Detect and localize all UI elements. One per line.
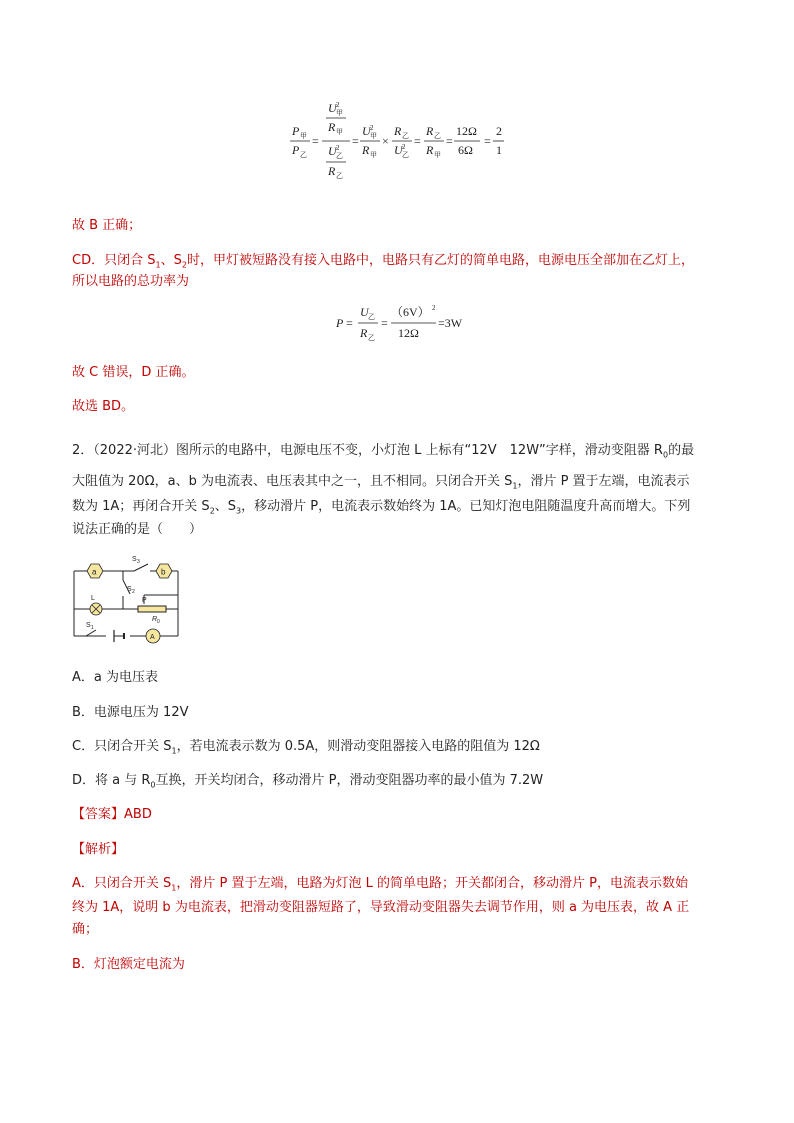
svg-text:=: = <box>446 134 453 148</box>
svg-text:2: 2 <box>496 124 502 138</box>
svg-text:P: P <box>292 124 300 138</box>
answer-label: 【答案】 <box>72 807 125 822</box>
q2-line2: 大阻值为 20Ω，a、b 为电流表、电压表其中之一，且不相同。只闭合开关 $S_1$，滑片 P 置于左端，电流表示 <box>72 474 690 491</box>
q2-line1: 2．（2022·河北）图所示的电路中，电源电压不变，小灯泡 L 上标有“12V 12W”字样，滑动变阻器 $R_0$的最 <box>72 443 695 460</box>
answer-value: ABD <box>124 807 152 822</box>
svg-text:甲: 甲 <box>336 128 343 136</box>
svg-text:U: U <box>394 143 403 157</box>
svg-text:R: R <box>152 616 158 623</box>
svg-text:U: U <box>360 305 369 319</box>
svg-text:R: R <box>394 124 402 138</box>
svg-text:1: 1 <box>91 625 94 631</box>
svg-text:甲: 甲 <box>434 151 441 159</box>
svg-text:R: R <box>360 326 368 340</box>
svg-text:乙: 乙 <box>434 132 441 140</box>
svg-text:=: = <box>346 316 353 330</box>
formula-power-ratio-svg <box>288 100 518 182</box>
svg-text:甲: 甲 <box>300 132 307 140</box>
svg-text:P: P <box>142 597 147 604</box>
svg-text:乙: 乙 <box>402 151 409 159</box>
svg-text:=: = <box>352 134 359 148</box>
svg-text:R: R <box>426 143 434 157</box>
option-c: C．只闭合开关 $S_1$，若电流表示数为 0.5A，则滑动变阻器接入电路的阻值为 12Ω <box>72 739 540 756</box>
sol-cd-line2: 所以电路的总功率为 <box>72 274 190 289</box>
svg-text:U: U <box>328 144 337 158</box>
svg-text:×: × <box>382 134 389 148</box>
svg-text:=: = <box>414 134 421 148</box>
svg-text:=3W: =3W <box>438 316 463 330</box>
q2-line4: 说法正确的是（ ） <box>72 522 203 537</box>
option-b: B．电源电压为 12V <box>72 705 189 720</box>
svg-text:=: = <box>312 134 319 148</box>
svg-text:（6V）: （6V） <box>391 305 430 319</box>
svg-text:2: 2 <box>432 304 436 312</box>
analysis-line3: 确； <box>72 922 99 937</box>
svg-text:0: 0 <box>157 619 160 625</box>
svg-text:12Ω: 12Ω <box>398 326 419 340</box>
svg-text:R: R <box>328 164 336 178</box>
svg-text:甲: 甲 <box>370 151 377 159</box>
svg-text:P: P <box>336 316 344 330</box>
svg-text:乙: 乙 <box>336 172 343 180</box>
svg-text:=: = <box>484 134 491 148</box>
analysis-line1: A．只闭合开关 $S_1$，滑片 P 置于左端，电路为灯泡 L 的简单电路；开关都闭合，移动滑片 P，电流表示数始 <box>72 876 688 893</box>
sol-b-correct: 故 B 正确； <box>72 218 142 233</box>
svg-text:乙: 乙 <box>402 132 409 140</box>
formula-total-power-svg <box>336 300 486 346</box>
svg-text:乙: 乙 <box>300 151 307 159</box>
svg-text:6Ω: 6Ω <box>458 143 473 157</box>
svg-text:乙: 乙 <box>368 334 375 342</box>
option-d: D．将 a 与 $R_0$互换，开关均闭合，移动滑片 P，滑动变阻器功率的最小值为 7.2W <box>72 773 544 790</box>
option-a: A．a 为电压表 <box>72 670 158 685</box>
svg-text:=: = <box>381 316 388 330</box>
sol-select: 故选 BD。 <box>72 399 135 414</box>
svg-text:R: R <box>328 120 336 134</box>
formula-power-ratio <box>288 100 518 182</box>
circuit-diagram-svg <box>66 550 191 645</box>
svg-text:12Ω: 12Ω <box>456 124 477 138</box>
svg-text:a: a <box>92 567 97 577</box>
analysis-line4: B．灯泡额定电流为 <box>72 957 185 972</box>
svg-text:R: R <box>362 143 370 157</box>
svg-text:U: U <box>362 124 371 138</box>
svg-text:P: P <box>292 143 300 157</box>
q2-line3: 数为 1A；再闭合开关 $S_2$、$S_3$，移动滑片 P，电流表示数始终为 1A。已知灯泡电阻随温度升高而增大。下列 <box>72 499 691 516</box>
svg-text:2: 2 <box>402 143 406 151</box>
svg-text:R: R <box>426 124 434 138</box>
analysis-label: 【解析】 <box>72 842 125 857</box>
svg-text:2: 2 <box>336 144 340 152</box>
analysis-line2: 终为 1A，说明 b 为电流表，把滑动变阻器短路了，导致滑动变阻器失去调节作用，则 a 为电压表，故 A 正 <box>72 900 690 915</box>
svg-text:2: 2 <box>370 124 374 132</box>
svg-text:2: 2 <box>132 589 135 595</box>
svg-text:乙: 乙 <box>336 152 343 160</box>
svg-text:3: 3 <box>137 559 140 565</box>
svg-text:S: S <box>86 622 91 629</box>
sol-cd-result: 故 C 错误，D 正确。 <box>72 365 195 380</box>
svg-text:1: 1 <box>496 143 502 157</box>
svg-text:甲: 甲 <box>370 132 377 140</box>
formula-total-power <box>336 300 486 350</box>
svg-text:2: 2 <box>336 101 340 109</box>
answer-line <box>72 805 152 825</box>
sol-cd-line1: CD．只闭合 $S_1$、$S_2$时，甲灯被短路没有接入电路中，电路只有乙灯的简单电路，电源电压全部加在乙灯上， <box>72 253 694 270</box>
svg-text:L: L <box>91 595 95 602</box>
circuit-diagram <box>66 550 191 649</box>
svg-text:A: A <box>150 634 155 641</box>
svg-text:U: U <box>328 101 337 115</box>
svg-text:乙: 乙 <box>368 313 375 321</box>
svg-text:S: S <box>132 556 137 563</box>
svg-text:甲: 甲 <box>336 109 343 117</box>
svg-text:b: b <box>161 567 166 577</box>
svg-text:S: S <box>127 586 132 593</box>
